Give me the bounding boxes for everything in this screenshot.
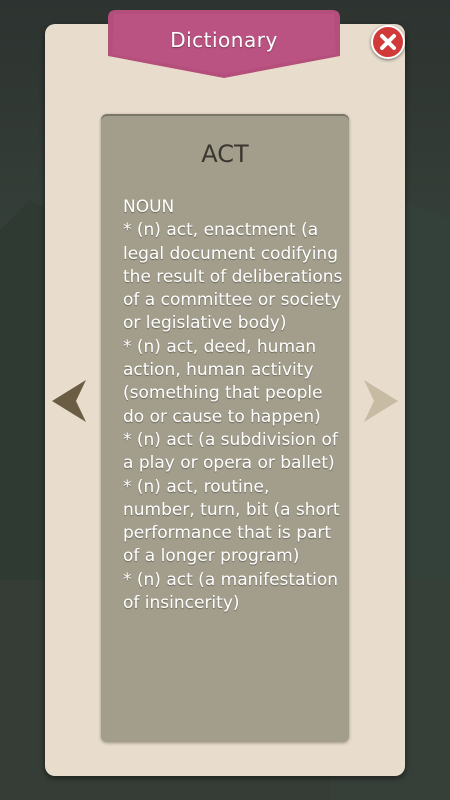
entry-word: ACT	[201, 140, 249, 168]
close-button[interactable]	[371, 25, 405, 59]
arrow-left-icon	[52, 380, 86, 422]
entry-definition: NOUN * (n) act, enactment (a legal document codifying the result of deliberations of a committee or society or legislative body) * (n) act, deed, human action, human activity (something that people do or cause to happen) * (n) act (a subdivision of a play or opera or ballet) * (n) act, routine, number, turn, bit (a short performance that is part of a longer program) * (n) act (a manifestation of insincerity)	[123, 197, 343, 614]
next-button[interactable]	[362, 378, 400, 424]
page-title: Dictionary	[170, 28, 278, 52]
previous-button[interactable]	[50, 378, 88, 424]
arrow-right-icon	[364, 380, 398, 422]
close-icon	[378, 32, 398, 52]
